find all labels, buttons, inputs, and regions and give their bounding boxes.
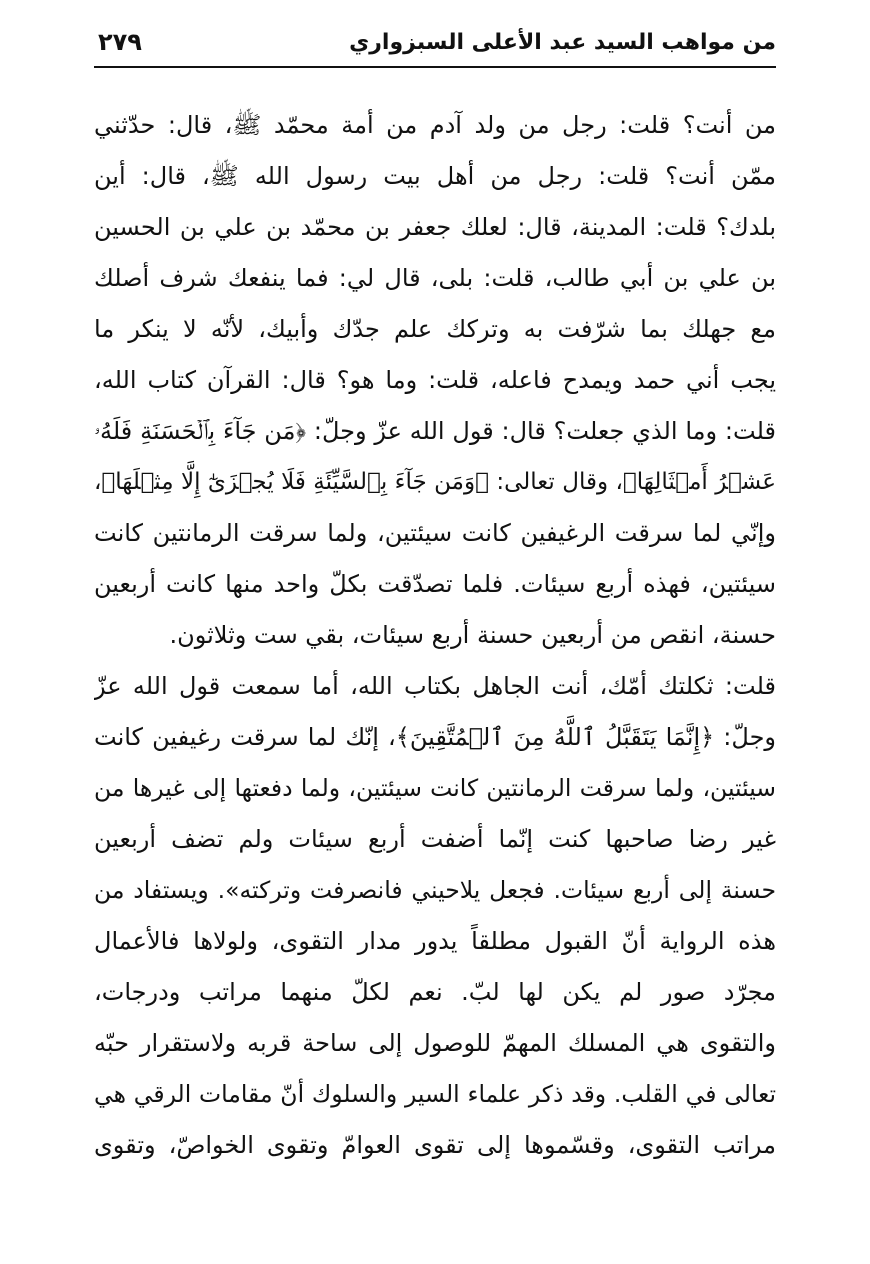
text-line: مجرّد صور لم يكن لها لبّ. نعم لكلّ منهما مراتب ودرجات، <box>94 978 776 1006</box>
text-line: تعالى في القلب. وقد ذكر علماء السير والسلوك أنّ مقامات الرقي هي <box>94 1080 776 1108</box>
text-line: من أنت؟ قلت: رجل من ولد آدم من أمة محمّد ﷺ، قال: حدّثني <box>94 111 776 139</box>
text-line: يجب أني حمد ويمدح فاعله، قلت: وما هو؟ قال: القرآن كتاب الله، <box>94 366 776 394</box>
text-line: غير رضا صاحبها كنت إنّما أضفت أربع سيئات ولم تضف أربعين <box>94 825 776 853</box>
page-header <box>94 22 776 68</box>
running-title: من مواهب السيد عبد الأعلى السبزواري <box>349 30 776 55</box>
text-line: والتقوى هي المسلك المهمّ للوصول إلى ساحة قربه ولاستقرار حبّه <box>94 1029 776 1057</box>
text-line: مع جهلك بما شرّفت به وتركك علم جدّك وأبيك، لأنّه لا ينكر ما <box>94 315 776 343</box>
text-line: بن علي بن أبي طالب، قلت: بلى، قال لي: فما ينفعك شرف أصلك <box>94 264 776 292</box>
text-line: سيئتين، فهذه أربع سيئات. فلما تصدّقت بكلّ واحد منها كانت أربعين <box>94 570 776 598</box>
page-number: ٢٧٩ <box>98 28 142 56</box>
text-line: هذه الرواية أنّ القبول مطلقاً يدور مدار التقوى، ولولاها فالأعمال <box>94 927 776 955</box>
text-line: بلدك؟ قلت: المدينة، قال: لعلك جعفر بن محمّد بن علي بن الحسين <box>94 213 776 241</box>
text-line: وجلّ: ﴿إِنَّمَا يَتَقَبَّلُ ٱللَّهُ مِنَ ٱلۡمُتَّقِينَ﴾، إنّك لما سرقت رغيفين كانت <box>94 723 776 751</box>
body-text <box>94 100 776 1171</box>
text-line: حسنة إلى أربع سيئات. فجعل يلاحيني فانصرفت وتركته». ويستفاد من <box>94 876 776 904</box>
text-line: سيئتين، ولما سرقت الرمانتين كانت سيئتين، ولما دفعتها إلى غيرها من <box>94 774 776 802</box>
text-line: ممّن أنت؟ قلت: رجل من أهل بيت رسول الله ﷺ، قال: أين <box>94 162 776 190</box>
text-line: عَشۡرُ أَمۡثَالِهَا﴾، وقال تعالى: ﴿وَمَن جَآءَ بِٱلسَّيِّئَةِ فَلَا يُجۡزَىٰٓ إِلَّا مِثۡلَهَا﴾، <box>94 469 776 495</box>
text-line: قلت: ثكلتك أمّك، أنت الجاهل بكتاب الله، أما سمعت قول الله عزّ <box>94 672 776 700</box>
text-line: حسنة، انقص من أربعين حسنة أربع سيئات، بقي ست وثلاثون. <box>169 621 776 649</box>
text-line: وإنّي لما سرقت الرغيفين كانت سيئتين، ولما سرقت الرمانتين كانت <box>94 519 776 547</box>
text-line: مراتب التقوى، وقسّموها إلى تقوى العوامّ وتقوى الخواصّ، وتقوى <box>94 1131 776 1159</box>
text-line: قلت: وما الذي جعلت؟ قال: قول الله عزّ وجلّ: ﴿مَن جَآءَ بِٱلۡحَسَنَةِ فَلَهُۥ <box>94 417 776 445</box>
